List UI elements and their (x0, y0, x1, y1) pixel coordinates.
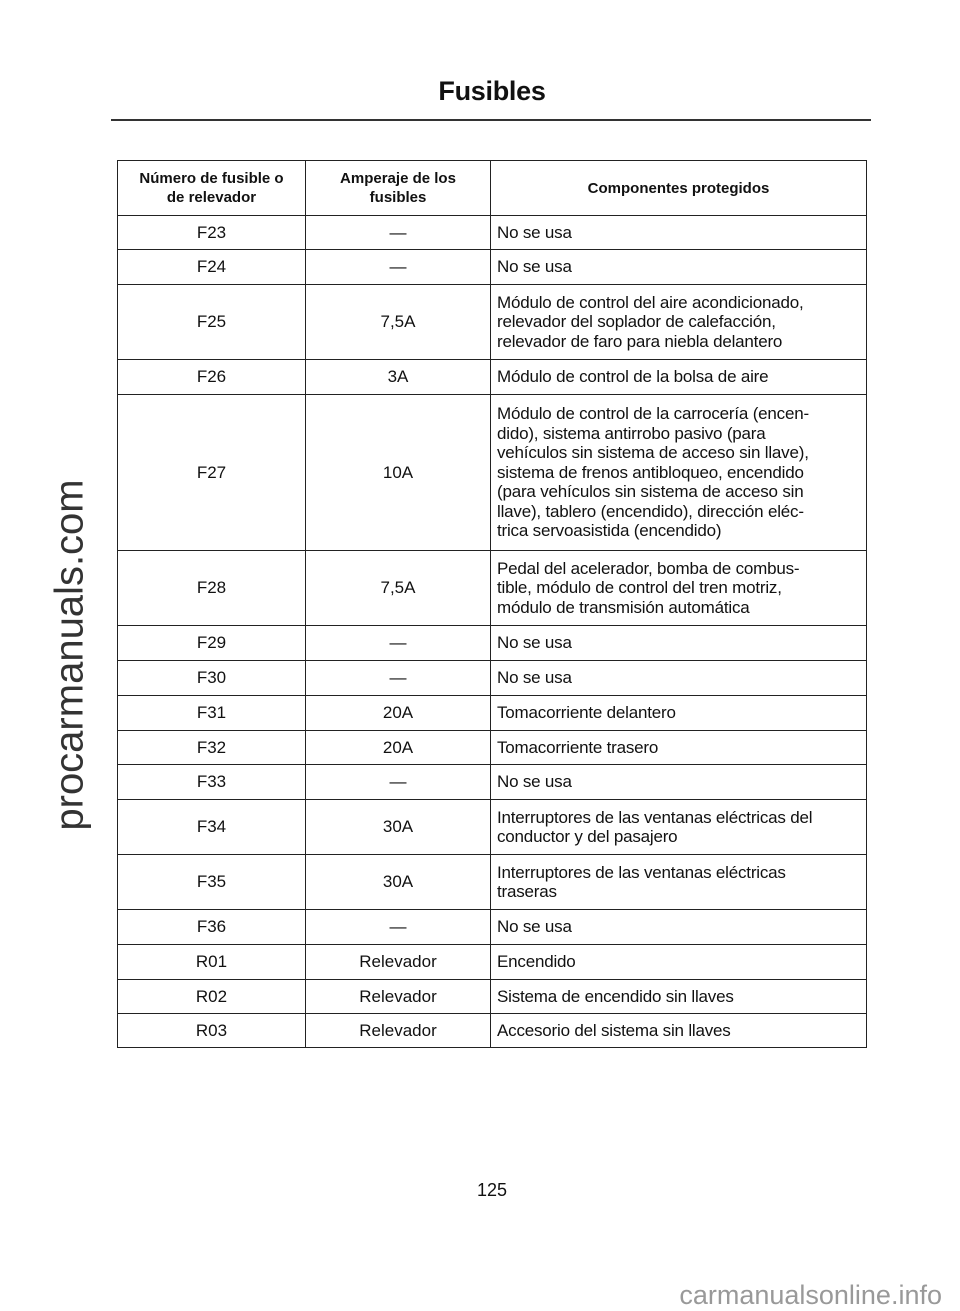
components-cell: Accesorio del sistema sin llaves (491, 1014, 867, 1048)
amperage-cell: Relevador (306, 1014, 491, 1048)
table-row (118, 551, 867, 626)
amperage-cell: Relevador (306, 945, 491, 980)
fuse-number-cell: R03 (118, 1014, 306, 1048)
components-cell: Módulo de control de la carrocería (encen- dido), sistema antirrobo pasivo (para vehículos sin sistema de acceso sin llave), sistema de frenos antibloqueo, encendido (para vehículos sin sistema de acceso sin llave), tablero (encendido), dirección eléc- trica servoasistida (encendido) (491, 395, 867, 551)
header-amperage: Amperaje de los fusibles (306, 161, 491, 216)
table-row (118, 661, 867, 696)
amperage-cell: Relevador (306, 980, 491, 1014)
amperage-cell: 30A (306, 800, 491, 855)
amperage-cell: 30A (306, 855, 491, 910)
amperage-cell: — (306, 250, 491, 285)
fuse-number-cell: F30 (118, 661, 306, 696)
table-row (118, 1014, 867, 1048)
title-divider (111, 119, 871, 121)
amperage-cell: 7,5A (306, 285, 491, 360)
fuse-number-cell: F34 (118, 800, 306, 855)
components-cell: No se usa (491, 626, 867, 661)
fuse-number-cell: F26 (118, 360, 306, 395)
amperage-cell: 20A (306, 696, 491, 731)
table-header-row (118, 161, 867, 216)
fuse-table (117, 160, 867, 1048)
amperage-cell: 20A (306, 731, 491, 765)
components-cell: Pedal del acelerador, bomba de combus- tible, módulo de control del tren motriz, módulo de transmisión automática (491, 551, 867, 626)
table-row (118, 626, 867, 661)
side-watermark: procarmanuals.com (47, 479, 92, 831)
table-row (118, 980, 867, 1014)
table-row (118, 250, 867, 285)
components-cell: Módulo de control de la bolsa de aire (491, 360, 867, 395)
amperage-cell: 10A (306, 395, 491, 551)
components-cell: Sistema de encendido sin llaves (491, 980, 867, 1014)
components-cell: No se usa (491, 910, 867, 945)
table-row (118, 395, 867, 551)
fuse-number-cell: F36 (118, 910, 306, 945)
amperage-cell: — (306, 216, 491, 250)
table-row (118, 696, 867, 731)
page-title: Fusibles (438, 76, 546, 106)
fuse-number-cell: F32 (118, 731, 306, 765)
components-cell: No se usa (491, 661, 867, 696)
amperage-cell: — (306, 626, 491, 661)
fuse-number-cell: F24 (118, 250, 306, 285)
table-row (118, 360, 867, 395)
page-number: 125 (476, 1180, 508, 1200)
table-row (118, 855, 867, 910)
table-row (118, 216, 867, 250)
fuse-number-cell: R01 (118, 945, 306, 980)
fuse-number-cell: F29 (118, 626, 306, 661)
table-row (118, 285, 867, 360)
bottom-watermark: carmanualsonline.info (679, 1280, 942, 1310)
components-cell: Módulo de control del aire acondicionado, relevador del soplador de calefacción, relevador de faro para niebla delantero (491, 285, 867, 360)
header-fuse-number: Número de fusible o de relevador (118, 161, 306, 216)
components-cell: No se usa (491, 250, 867, 285)
fuse-number-cell: F33 (118, 765, 306, 800)
table-row (118, 945, 867, 980)
amperage-cell: — (306, 910, 491, 945)
fuse-number-cell: F23 (118, 216, 306, 250)
fuse-number-cell: F28 (118, 551, 306, 626)
components-cell: Interruptores de las ventanas eléctricas del conductor y del pasajero (491, 800, 867, 855)
amperage-cell: — (306, 661, 491, 696)
header-protected-components: Componentes protegidos (491, 161, 867, 216)
amperage-cell: — (306, 765, 491, 800)
fuse-number-cell: F25 (118, 285, 306, 360)
table-row (118, 910, 867, 945)
table-row (118, 800, 867, 855)
fuse-number-cell: F35 (118, 855, 306, 910)
components-cell: Interruptores de las ventanas eléctricas traseras (491, 855, 867, 910)
components-cell: No se usa (491, 216, 867, 250)
components-cell: Tomacorriente trasero (491, 731, 867, 765)
components-cell: Tomacorriente delantero (491, 696, 867, 731)
fuse-number-cell: F31 (118, 696, 306, 731)
table-row (118, 765, 867, 800)
amperage-cell: 7,5A (306, 551, 491, 626)
components-cell: Encendido (491, 945, 867, 980)
table-row (118, 731, 867, 765)
fuse-number-cell: F27 (118, 395, 306, 551)
components-cell: No se usa (491, 765, 867, 800)
fuse-number-cell: R02 (118, 980, 306, 1014)
amperage-cell: 3A (306, 360, 491, 395)
